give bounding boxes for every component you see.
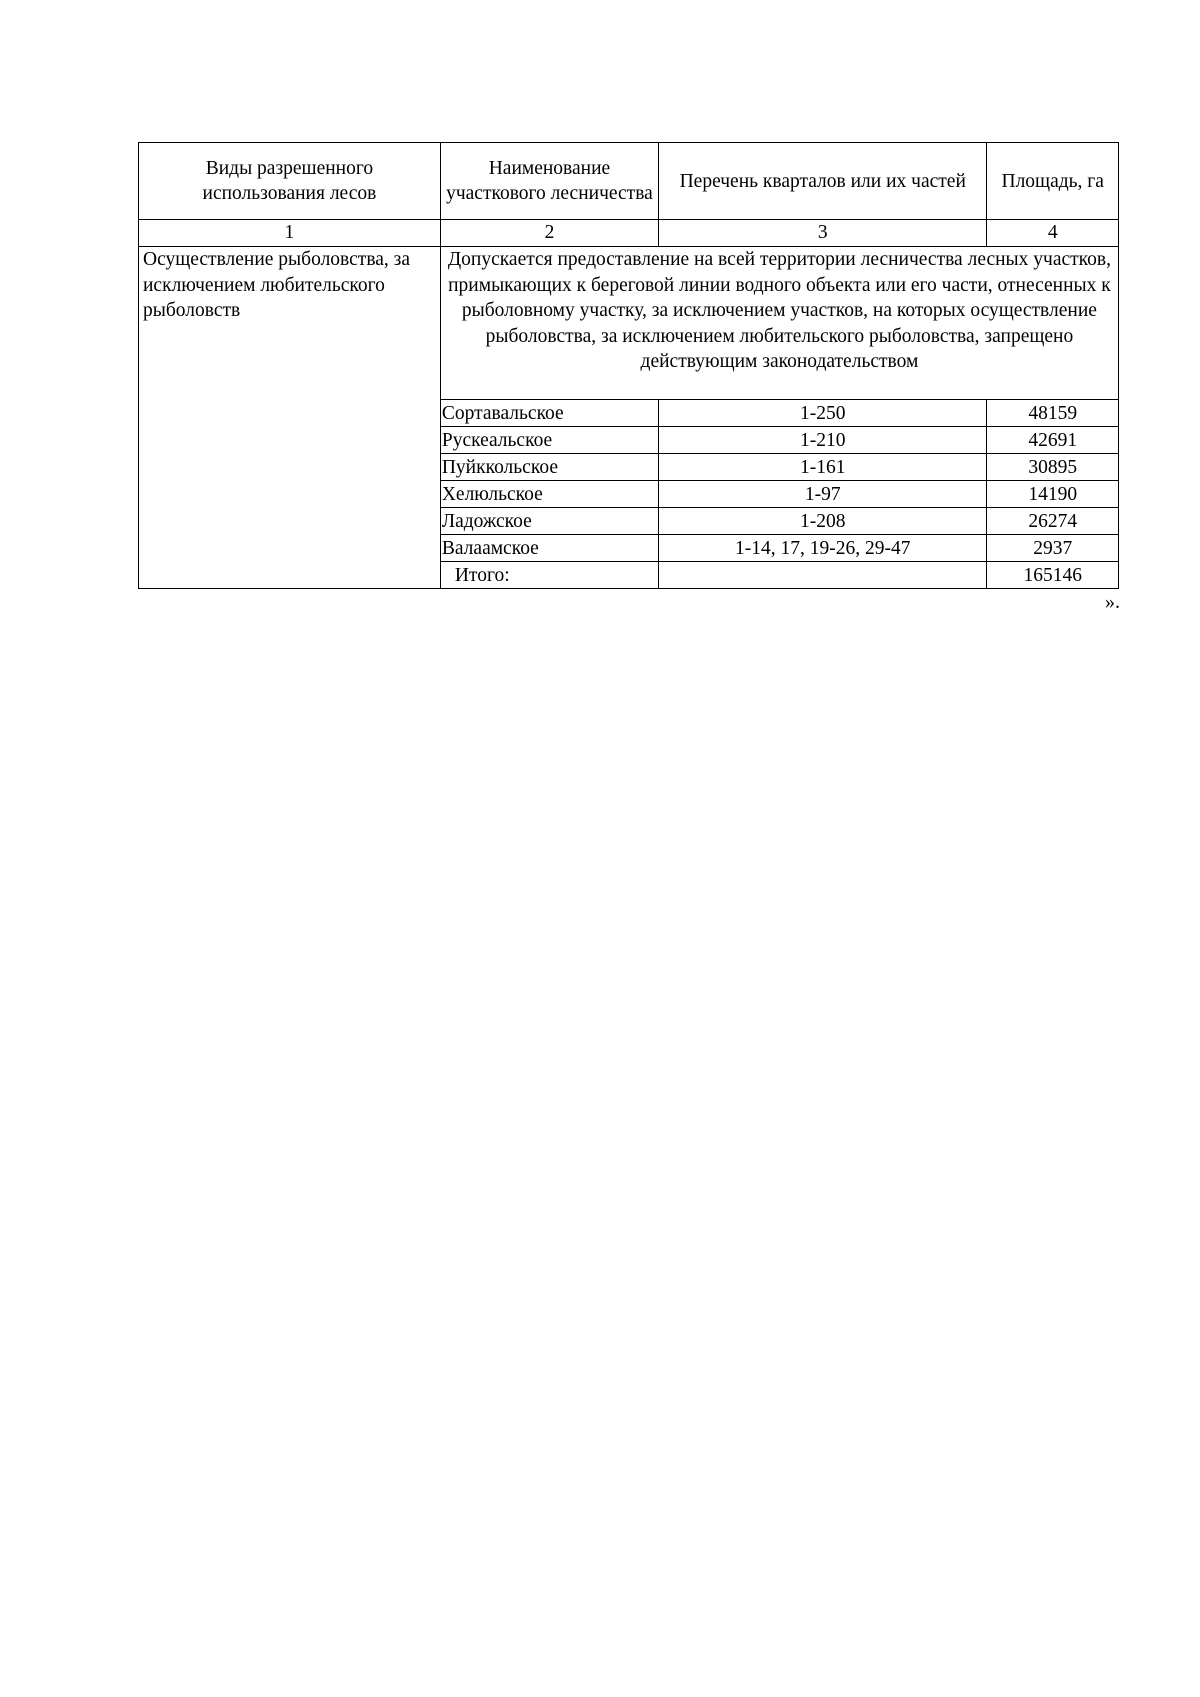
- quarters-cell: 1-14, 17, 19-26, 29-47: [659, 535, 987, 562]
- quarters-cell: 1-250: [659, 400, 987, 427]
- total-quarters-cell: [659, 562, 987, 589]
- column-numbers-row: [139, 220, 1119, 247]
- area-cell: 26274: [987, 508, 1119, 535]
- area-cell: 42691: [987, 427, 1119, 454]
- forestry-name-cell: Пуйккольское: [440, 454, 658, 481]
- column-number-3: 3: [659, 220, 987, 247]
- description-cell: Допускается предоставление на всей территории лесничества лесных участков, примыкающих к береговой линии водного объекта или его части, отнесенных к рыболовному участку, за исключением участков, на которых осуществление рыболовства, за исключением любительского рыболовства, запрещено действующим законодательством: [440, 247, 1118, 400]
- forestry-name-cell: Валаамское: [440, 535, 658, 562]
- area-cell: 14190: [987, 481, 1119, 508]
- closing-quote-mark: ».: [1105, 591, 1120, 613]
- usage-type-cell: Осуществление рыболовства, за исключением любительского рыболовств: [139, 247, 441, 589]
- quarters-cell: 1-210: [659, 427, 987, 454]
- area-cell: 2937: [987, 535, 1119, 562]
- header-quarters-list: Перечень кварталов или их частей: [659, 143, 987, 220]
- total-label: Итого:: [440, 562, 658, 589]
- column-number-4: 4: [987, 220, 1119, 247]
- column-number-1: 1: [139, 220, 441, 247]
- table-header-row: [139, 143, 1119, 220]
- forestry-name-cell: Рускеальское: [440, 427, 658, 454]
- area-cell: 48159: [987, 400, 1119, 427]
- forestry-name-cell: Ладожское: [440, 508, 658, 535]
- total-area-cell: 165146: [987, 562, 1119, 589]
- forestry-name-cell: Хелюльское: [440, 481, 658, 508]
- forest-use-table: [138, 142, 1119, 589]
- quarters-cell: 1-161: [659, 454, 987, 481]
- forestry-name-cell: Сортавальское: [440, 400, 658, 427]
- quarters-cell: 1-208: [659, 508, 987, 535]
- quarters-cell: 1-97: [659, 481, 987, 508]
- header-forestry-name: Наименование участкового лесничества: [440, 143, 658, 220]
- header-area: Площадь, га: [987, 143, 1119, 220]
- column-number-2: 2: [440, 220, 658, 247]
- header-usage-type: Виды разрешенного использования лесов: [139, 143, 441, 220]
- area-cell: 30895: [987, 454, 1119, 481]
- description-row: [139, 247, 1119, 400]
